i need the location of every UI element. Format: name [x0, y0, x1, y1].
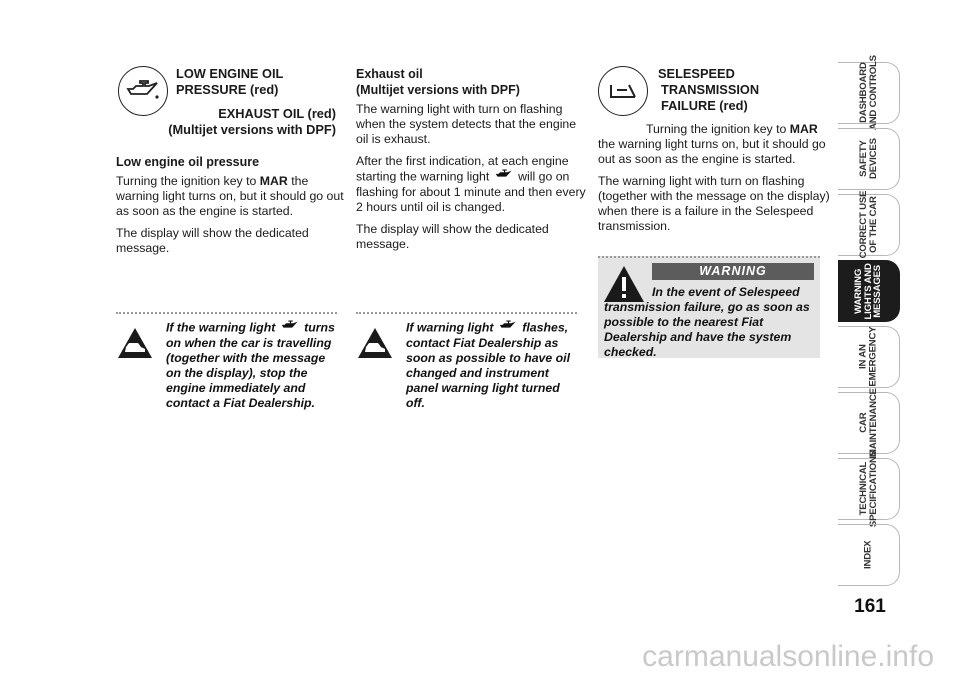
section-tab-label: CAR MAINTENANCE — [857, 388, 879, 458]
watermark: carmanualsonline.info — [642, 640, 934, 673]
selespeed-heading: SELESPEED TRANSMISSION FAILURE (red) — [658, 66, 760, 113]
col3-paragraph-1: Turning the ignition key to MAR the warning light turns on, but it should go out as soon as the engine is started. — [598, 122, 826, 166]
section-tab-label: DASHBOARD AND CONTROLS — [857, 55, 879, 131]
low-oil-pressure-subheading: Low engine oil pressure — [116, 155, 260, 169]
section-tab[interactable] — [838, 326, 900, 388]
col3-warning-text: In the event of Selespeed transmission failure, go as soon as possible to the nearest Fiat Dealership and have the system checked. — [604, 285, 810, 359]
section-tab-label: CORRECT USE OF THE CAR — [857, 191, 879, 259]
col2-warning-box — [356, 312, 577, 410]
col1-warning-box — [116, 312, 337, 408]
col1-body — [116, 155, 348, 263]
page-number: 161 — [854, 596, 886, 617]
col3-paragraph-2: The warning light with turn on flashing (together with the message on the display) when there is a failure in the Selespeed transmission. — [598, 174, 830, 233]
car-warning-triangle-icon — [116, 324, 154, 362]
oil-pressure-heading: LOW ENGINE OIL PRESSURE (red) — [176, 66, 284, 97]
col3-warning-box — [598, 256, 820, 358]
col1-warning-text: If the warning light turns on when the car is travelling (together with the message on the display), stop the engine immediately and contact a Fiat Dealership. — [166, 320, 335, 410]
col2-body — [356, 66, 588, 259]
section-tab[interactable] — [838, 128, 900, 190]
section-tab[interactable] — [838, 388, 900, 458]
col3-body — [598, 122, 830, 241]
exhaust-oil-heading: EXHAUST OIL (red) (Multijet versions with DPF) — [168, 106, 336, 137]
col2-paragraph-2: After the first indication, at each engine starting the warning light will go on flashing for about 1 minute and then every 2 hours until oil is changed. — [356, 154, 586, 214]
section-tab-label: SAFETY DEVICES — [857, 138, 879, 180]
section-tab[interactable] — [838, 55, 900, 131]
section-tab-label: IN AN EMERGENCY — [857, 326, 879, 388]
section-tab[interactable] — [838, 524, 900, 586]
car-warning-triangle-icon — [356, 324, 394, 362]
oil-icon-inline — [279, 320, 301, 336]
section-tab[interactable] — [838, 191, 900, 259]
col1-paragraph-1: Turning the ignition key to MAR the warning light turns on, but it should go out as soon as the engine is started. — [116, 174, 344, 218]
col2-paragraph-3: The display will show the dedicated message. — [356, 222, 549, 251]
oil-icon-inline — [493, 169, 515, 185]
section-tab-label: TECHNICAL SPECIFICATIONS — [857, 450, 879, 528]
section-tab-label: INDEX — [862, 540, 874, 570]
section-tab[interactable] — [838, 450, 900, 528]
section-tab[interactable] — [838, 260, 900, 322]
col2-paragraph-1: The warning light with turn on flashing when the system detects that the engine oil is exhaust. — [356, 102, 577, 146]
col2-warning-text: If warning light flashes, contact Fiat Dealership as soon as possible to have oil changed and instrument panel warning light turned off. — [406, 320, 570, 410]
exhaust-oil-subheading: Exhaust oil (Multijet versions with DPF) — [356, 67, 520, 97]
section-tab-label: WARNING LIGHTS AND MESSAGES — [853, 262, 884, 320]
col1-paragraph-2: The display will show the dedicated message. — [116, 226, 309, 255]
oil-icon-inline — [497, 320, 519, 336]
warning-badge: WARNING — [652, 263, 814, 280]
gearbox-failure-icon — [598, 66, 648, 116]
